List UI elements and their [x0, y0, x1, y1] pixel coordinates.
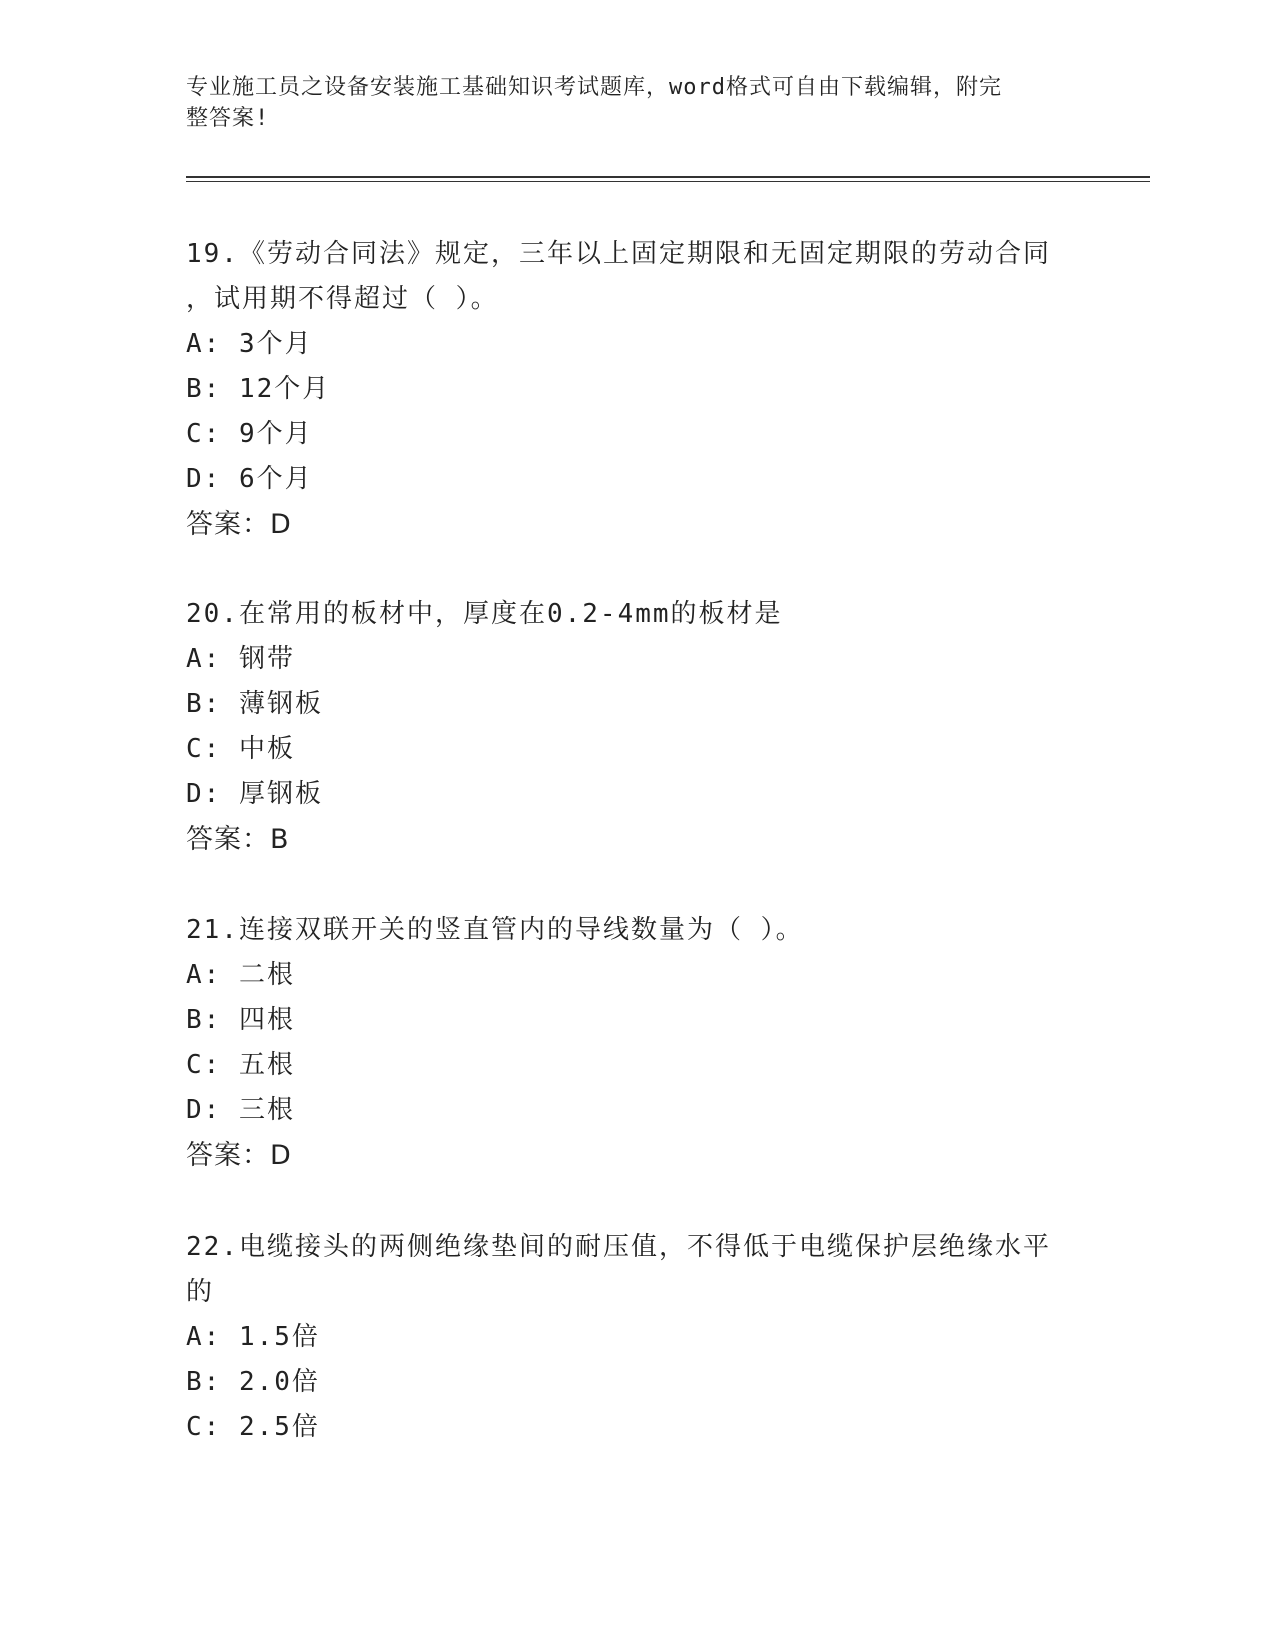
question-20	[186, 592, 1086, 862]
option-a: A: 钢带	[186, 644, 295, 674]
option-b: B: 2.0倍	[186, 1367, 320, 1397]
question-stem-line: 21.连接双联开关的竖直管内的导线数量为（ ）。	[186, 915, 804, 945]
option-a: A: 二根	[186, 960, 295, 990]
question-21	[186, 908, 1086, 1178]
question-stem-line: 的	[186, 1277, 215, 1307]
option-b: B: 12个月	[186, 374, 331, 404]
header-line-2: 整答案!	[186, 106, 270, 131]
option-b: B: 薄钢板	[186, 689, 323, 719]
document-header	[186, 72, 1066, 134]
option-b: B: 四根	[186, 1005, 295, 1035]
answer-line: 答案：D	[186, 1140, 292, 1171]
option-a: A: 3个月	[186, 329, 313, 359]
question-stem-line: 19.《劳动合同法》规定，三年以上固定期限和无固定期限的劳动合同	[186, 239, 1051, 269]
option-d: D: 6个月	[186, 464, 313, 494]
question-stem-line: 20.在常用的板材中，厚度在0.2-4mm的板材是	[186, 599, 783, 629]
option-c: C: 五根	[186, 1050, 295, 1080]
option-c: C: 9个月	[186, 419, 313, 449]
answer-line: 答案：B	[186, 824, 290, 855]
option-d: D: 三根	[186, 1095, 295, 1125]
question-stem-line: ，试用期不得超过（ ）。	[186, 284, 499, 314]
header-rule-thin	[186, 181, 1150, 182]
header-line-1: 专业施工员之设备安装施工基础知识考试题库，word格式可自由下载编辑，附完	[186, 75, 1002, 100]
answer-line: 答案：D	[186, 509, 292, 540]
option-c: C: 2.5倍	[186, 1412, 320, 1442]
question-19	[186, 232, 1086, 547]
option-d: D: 厚钢板	[186, 779, 323, 809]
header-rule-thick	[186, 176, 1150, 178]
question-stem-line: 22.电缆接头的两侧绝缘垫间的耐压值，不得低于电缆保护层绝缘水平	[186, 1232, 1051, 1262]
question-22	[186, 1225, 1086, 1450]
option-c: C: 中板	[186, 734, 295, 764]
option-a: A: 1.5倍	[186, 1322, 320, 1352]
